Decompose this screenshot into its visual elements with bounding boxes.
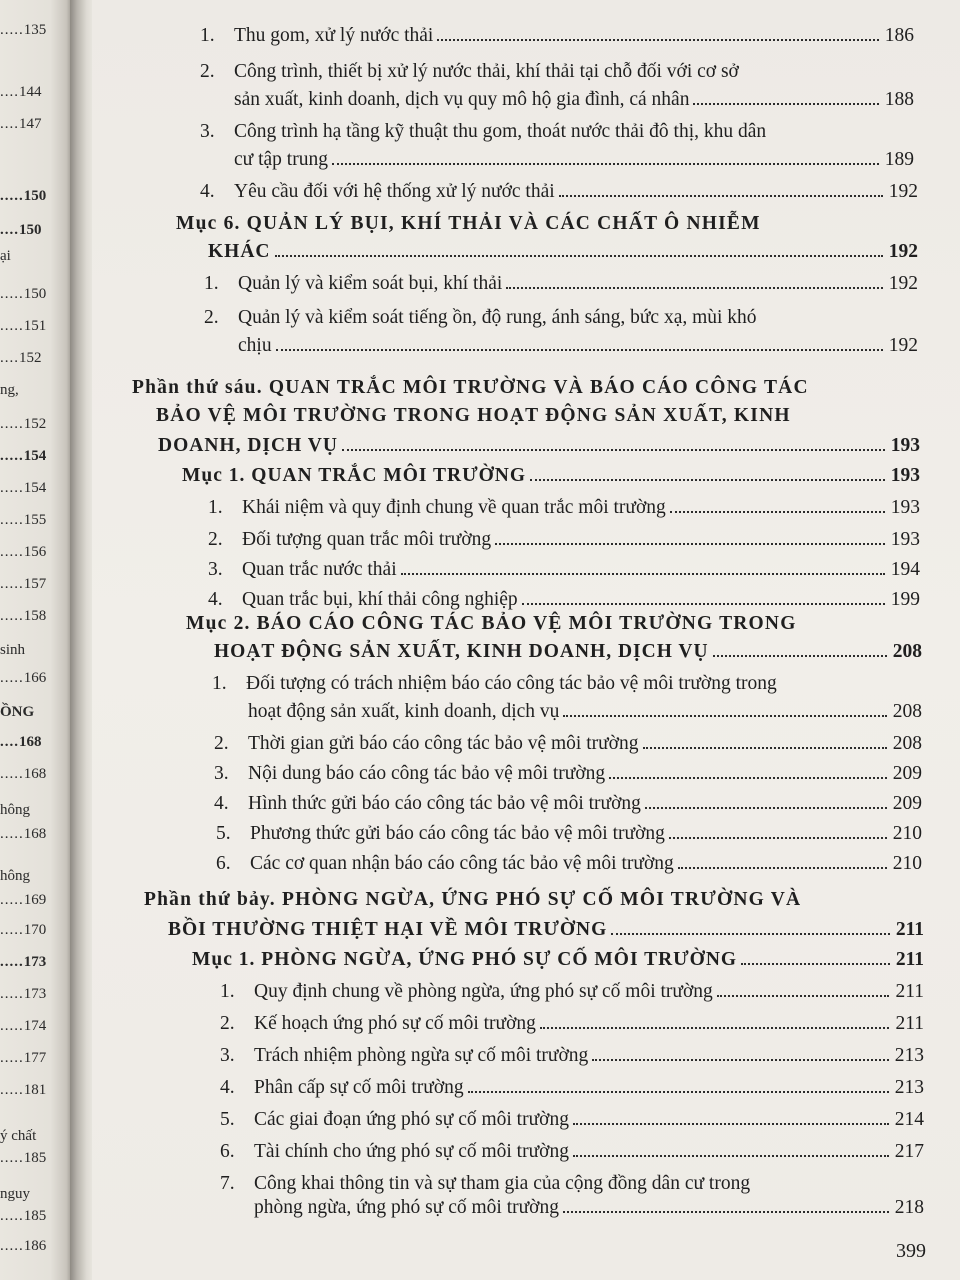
toc-entry-line	[220, 1172, 750, 1196]
dot-leader	[401, 573, 885, 575]
facing-fragment: .....169	[0, 892, 47, 908]
entry-title: Quan trắc nước thải	[242, 559, 397, 580]
toc-entry	[234, 88, 914, 112]
entry-page: 213	[894, 1077, 924, 1098]
dot-leader	[693, 103, 878, 105]
section-heading-cont: HOẠT ĐỘNG SẢN XUẤT, KINH DOANH, DỊCH VỤ	[214, 641, 709, 662]
toc-entry	[200, 180, 918, 204]
toc-entry	[182, 464, 920, 488]
toc-entry	[214, 762, 922, 786]
entry-page: 193	[890, 435, 920, 456]
entry-page: 208	[892, 701, 922, 722]
entry-page: 192	[888, 241, 918, 262]
dot-leader	[495, 543, 885, 545]
dot-leader	[717, 995, 890, 997]
entry-title: Quan trắc bụi, khí thải công nghiệp	[242, 589, 518, 610]
entry-number: 5.	[220, 1109, 235, 1130]
toc-entry	[220, 1012, 924, 1036]
facing-fragment: .....185	[0, 1208, 47, 1224]
dot-leader	[645, 807, 887, 809]
entry-title: Các cơ quan nhận báo cáo công tác bảo vệ môi trường	[250, 853, 674, 874]
entry-number: 3.	[208, 559, 223, 580]
entry-number: 7.	[220, 1173, 235, 1194]
toc-page	[92, 0, 960, 1280]
toc-entry	[208, 496, 920, 520]
section-heading-cont: KHÁC	[208, 241, 271, 262]
entry-title: Trách nhiệm phòng ngừa sự cố môi trường	[254, 1045, 589, 1066]
entry-page: 209	[892, 763, 922, 784]
facing-fragment: .....154	[0, 480, 47, 496]
dot-leader	[276, 349, 883, 351]
part-heading-cont: BỒI THƯỜNG THIỆT HẠI VỀ MÔI TRƯỜNG	[168, 919, 608, 940]
facing-fragment: ng,	[0, 382, 19, 398]
entry-title: Yêu cầu đối với hệ thống xử lý nước thải	[234, 181, 555, 202]
part-heading: Phần thứ bảy. PHÒNG NGỪA, ỨNG PHÓ SỰ CỐ MÔI TRƯỜNG VÀ	[144, 889, 802, 910]
facing-fragment: .....166	[0, 670, 47, 686]
facing-fragment: nguy	[0, 1186, 30, 1202]
dot-leader	[506, 287, 882, 289]
toc-entry-line	[200, 60, 739, 84]
entry-number: 3.	[200, 121, 215, 142]
entry-number: 2.	[220, 1013, 235, 1034]
entry-page: 211	[895, 919, 924, 940]
part-heading: Phần thứ sáu. QUAN TRẮC MÔI TRƯỜNG VÀ BÁO CÁO CÔNG TÁC	[132, 377, 809, 398]
part-heading-cont: BẢO VỆ MÔI TRƯỜNG TRONG HOẠT ĐỘNG SẢN XUẤT, KINH	[156, 405, 791, 426]
dot-leader	[332, 163, 879, 165]
entry-page: 189	[884, 149, 914, 170]
part-heading-cont: DOANH, DỊCH VỤ	[158, 435, 338, 456]
entry-number: 3.	[214, 763, 229, 784]
entry-number: 1.	[200, 25, 215, 46]
facing-fragment: .....151	[0, 318, 47, 334]
entry-page: 192	[888, 335, 918, 356]
facing-fragment: .....168	[0, 766, 47, 782]
facing-fragment: .....157	[0, 576, 47, 592]
facing-fragment: ý chất	[0, 1128, 37, 1144]
facing-fragment: .....156	[0, 544, 47, 560]
entry-title: Đối tượng có trách nhiệm báo cáo công tác bảo vệ môi trường trong	[246, 673, 777, 694]
toc-entry	[248, 700, 922, 724]
toc-entry-line	[212, 672, 777, 696]
entry-page: 210	[892, 823, 922, 844]
toc-entry	[220, 1076, 924, 1100]
entry-page: 208	[892, 641, 922, 662]
entry-number: 2.	[200, 61, 215, 82]
entry-page: 214	[894, 1109, 924, 1130]
entry-title: Thời gian gửi báo cáo công tác bảo vệ môi trường	[248, 733, 639, 754]
section-heading: Mục 1. PHÒNG NGỪA, ỨNG PHÓ SỰ CỐ MÔI TRƯỜNG	[192, 949, 738, 970]
toc-entry-line	[204, 306, 757, 330]
toc-entry	[214, 732, 922, 756]
dot-leader	[573, 1155, 889, 1157]
facing-fragment: .....135	[0, 22, 47, 38]
facing-fragment: .....173	[0, 986, 47, 1002]
table-of-contents	[92, 0, 960, 1280]
entry-page: 211	[895, 981, 924, 1002]
entry-title: Phân cấp sự cố môi trường	[254, 1077, 464, 1098]
facing-fragment: .....181	[0, 1082, 47, 1098]
entry-number: 2.	[204, 307, 219, 328]
dot-leader	[592, 1059, 888, 1061]
entry-number: 4.	[208, 589, 223, 610]
toc-entry	[214, 640, 922, 664]
dot-leader	[563, 1211, 889, 1213]
toc-entry	[204, 272, 918, 296]
toc-entry	[220, 1140, 924, 1164]
facing-fragment: .....173	[0, 954, 47, 970]
entry-title: Quản lý và kiểm soát bụi, khí thải	[238, 273, 503, 294]
toc-entry	[214, 792, 922, 816]
dot-leader	[713, 655, 887, 657]
entry-page: 186	[884, 25, 914, 46]
entry-number: 6.	[220, 1141, 235, 1162]
toc-entry	[234, 148, 914, 172]
dot-leader	[678, 867, 887, 869]
facing-fragment: .....174	[0, 1018, 47, 1034]
entry-page: 188	[884, 89, 914, 110]
entry-title: Quy định chung về phòng ngừa, ứng phó sự cố môi trường	[254, 981, 713, 1002]
entry-title: Công trình hạ tầng kỹ thuật thu gom, thoát nước thải đô thị, khu dân	[234, 121, 767, 142]
entry-title: Các giai đoạn ứng phó sự cố môi trường	[254, 1109, 569, 1130]
entry-number: 6.	[216, 853, 231, 874]
toc-entry	[216, 822, 922, 846]
entry-page: 208	[892, 733, 922, 754]
entry-title: Công trình, thiết bị xử lý nước thải, khí thải tại chỗ đối với cơ sở	[234, 61, 739, 82]
toc-entry	[200, 24, 914, 48]
facing-fragment: .....150	[0, 188, 47, 204]
entry-number: 1.	[208, 497, 223, 518]
entry-number: 4.	[200, 181, 215, 202]
entry-title-cont: sản xuất, kinh doanh, dịch vụ quy mô hộ gia đình, cá nhân	[234, 89, 690, 110]
dot-leader	[559, 195, 883, 197]
entry-title-cont: chịu	[238, 335, 272, 356]
facing-fragment: hông	[0, 802, 30, 818]
facing-fragment: .....170	[0, 922, 47, 938]
dot-leader	[468, 1091, 889, 1093]
entry-page: 193	[890, 529, 920, 550]
entry-number: 2.	[214, 733, 229, 754]
facing-fragment: .....168	[0, 826, 47, 842]
entry-title: Nội dung báo cáo công tác bảo vệ môi trường	[248, 763, 606, 784]
entry-title: Đối tượng quan trắc môi trường	[242, 529, 492, 550]
facing-fragment: .....150	[0, 286, 47, 302]
facing-fragment: hông	[0, 868, 30, 884]
entry-page: 193	[890, 465, 920, 486]
facing-fragment: ....147	[0, 116, 42, 132]
facing-fragment: .....177	[0, 1050, 47, 1066]
dot-leader	[573, 1123, 889, 1125]
dot-leader	[275, 255, 883, 257]
facing-fragment: .....185	[0, 1150, 47, 1166]
entry-page: 192	[888, 273, 918, 294]
entry-page: 210	[892, 853, 922, 874]
entry-title: Kế hoạch ứng phó sự cố môi trường	[254, 1013, 536, 1034]
toc-entry	[208, 240, 918, 264]
entry-title-cont: hoạt động sản xuất, kinh doanh, dịch vụ	[248, 701, 560, 722]
entry-title: Phương thức gửi báo cáo công tác bảo vệ môi trường	[250, 823, 665, 844]
facing-fragment: ại	[0, 248, 11, 264]
toc-entry	[192, 948, 924, 972]
entry-page: 213	[894, 1045, 924, 1066]
toc-entry	[220, 1108, 924, 1132]
toc-entry	[208, 558, 920, 582]
dot-leader	[540, 1027, 890, 1029]
dot-leader	[669, 837, 887, 839]
entry-page: 194	[890, 559, 920, 580]
facing-fragment: ....152	[0, 350, 42, 366]
entry-number: 4.	[214, 793, 229, 814]
entry-page: 211	[895, 1013, 924, 1034]
toc-entry	[220, 1044, 924, 1068]
dot-leader	[342, 449, 885, 451]
entry-page: 199	[890, 589, 920, 610]
dot-leader	[643, 747, 887, 749]
toc-entry	[220, 980, 924, 1004]
entry-page: 209	[892, 793, 922, 814]
entry-number: 5.	[216, 823, 231, 844]
toc-entry	[216, 852, 922, 876]
toc-entry	[208, 528, 920, 552]
entry-title-cont: cư tập trung	[234, 149, 328, 170]
facing-fragment: .....158	[0, 608, 47, 624]
entry-page: 217	[894, 1141, 924, 1162]
page-number: 399	[896, 1240, 926, 1262]
entry-number: 4.	[220, 1077, 235, 1098]
toc-entry	[254, 1196, 924, 1220]
entry-number: 1.	[220, 981, 235, 1002]
entry-page: 218	[894, 1197, 924, 1218]
entry-page: 211	[895, 949, 924, 970]
dot-leader	[522, 603, 885, 605]
facing-page-edge	[0, 0, 72, 1280]
entry-title: Công khai thông tin và sự tham gia của cộng đồng dân cư trong	[254, 1173, 751, 1194]
section-heading: Mục 1. QUAN TRẮC MÔI TRƯỜNG	[182, 465, 527, 486]
facing-fragment: ....168	[0, 734, 42, 750]
entry-title: Thu gom, xử lý nước thải	[234, 25, 434, 46]
facing-fragment: ....144	[0, 84, 42, 100]
entry-title: Khái niệm và quy định chung về quan trắc môi trường	[242, 497, 666, 518]
toc-entry	[158, 434, 920, 458]
entry-title: Quản lý và kiểm soát tiếng ồn, độ rung, ánh sáng, bức xạ, mùi khó	[238, 307, 757, 328]
facing-fragment: ....150	[0, 222, 42, 238]
toc-entry-line	[200, 120, 766, 144]
entry-title: Hình thức gửi báo cáo công tác bảo vệ môi trường	[248, 793, 641, 814]
facing-fragment: .....152	[0, 416, 47, 432]
entry-title-cont: phòng ngừa, ứng phó sự cố môi trường	[254, 1197, 559, 1218]
entry-page: 193	[890, 497, 920, 518]
entry-page: 192	[888, 181, 918, 202]
facing-fragment: sinh	[0, 642, 26, 658]
entry-title: Tài chính cho ứng phó sự cố môi trường	[254, 1141, 569, 1162]
facing-fragment: .....155	[0, 512, 47, 528]
book-gutter	[70, 0, 94, 1280]
entry-number: 1.	[212, 673, 227, 694]
entry-number: 3.	[220, 1045, 235, 1066]
dot-leader	[530, 479, 885, 481]
dot-leader	[611, 933, 890, 935]
entry-number: 1.	[204, 273, 219, 294]
facing-fragment: ỒNG	[0, 704, 35, 720]
facing-fragment: .....186	[0, 1238, 47, 1254]
dot-leader	[741, 963, 890, 965]
dot-leader	[437, 39, 878, 41]
facing-fragment: .....154	[0, 448, 47, 464]
toc-entry	[168, 918, 924, 942]
dot-leader	[670, 511, 885, 513]
dot-leader	[609, 777, 887, 779]
section-heading: Mục 2. BÁO CÁO CÔNG TÁC BẢO VỆ MÔI TRƯỜNG TRONG	[186, 613, 797, 634]
toc-entry	[208, 588, 920, 612]
entry-number: 2.	[208, 529, 223, 550]
section-heading: Mục 6. QUẢN LÝ BỤI, KHÍ THẢI VÀ CÁC CHẤT Ô NHIỄM	[176, 213, 761, 234]
dot-leader	[563, 715, 886, 717]
toc-entry	[238, 334, 918, 358]
